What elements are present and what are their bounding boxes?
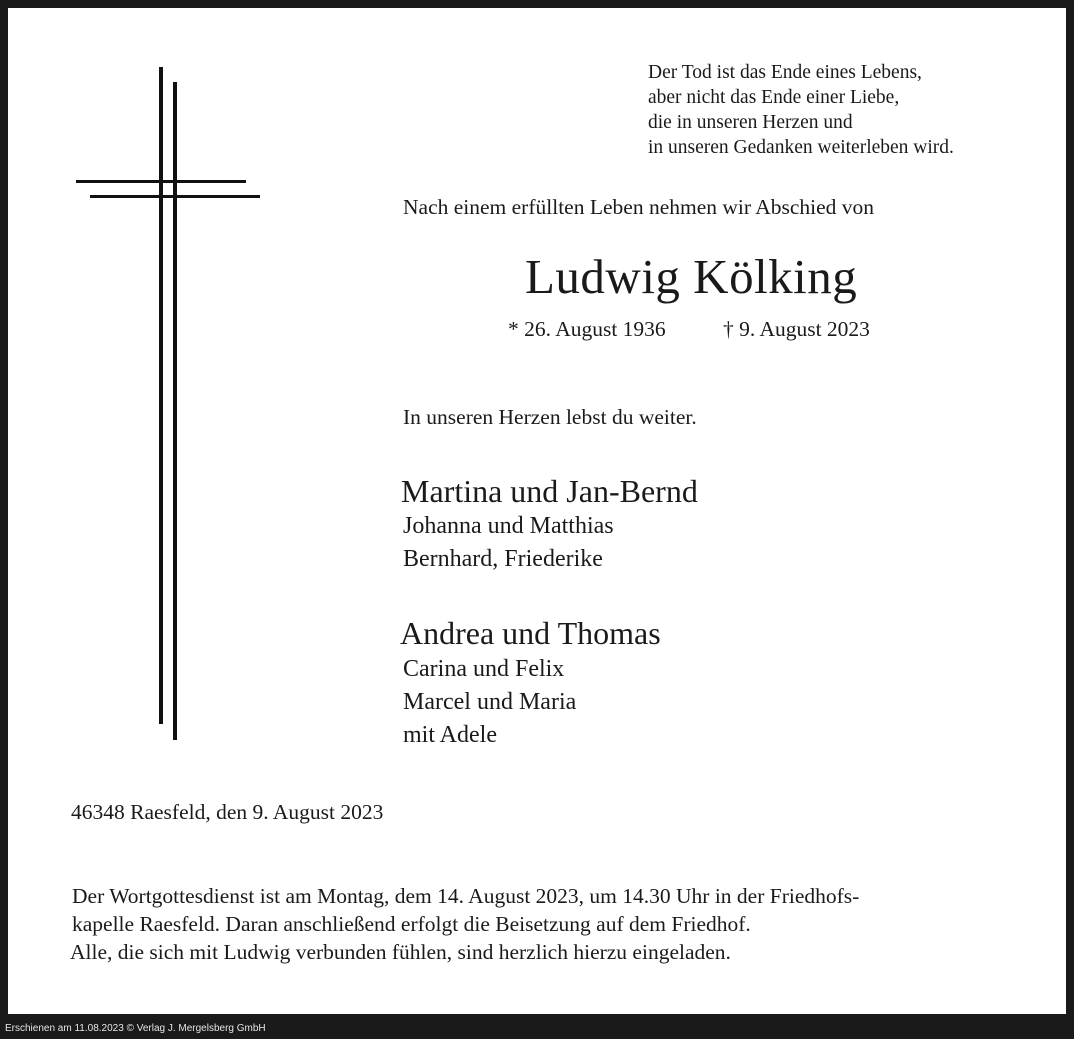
publication-footer: Erschienen am 11.08.2023 © Verlag J. Mergelsberg GmbH xyxy=(5,1023,266,1034)
quote-line: in unseren Gedanken weiterleben wird. xyxy=(648,137,954,158)
intro-text: Nach einem erfüllten Leben nehmen wir Abschied von xyxy=(403,195,875,219)
quote-line: Der Tod ist das Ende eines Lebens, xyxy=(648,62,922,83)
place-date: 46348 Raesfeld, den 9. August 2023 xyxy=(71,800,384,824)
quote-line: aber nicht das Ende einer Liebe, xyxy=(648,87,900,108)
family-head: Martina und Jan-Bernd xyxy=(401,473,698,509)
quote xyxy=(648,60,954,160)
birth-date: * 26. August 1936 xyxy=(508,317,666,341)
service-notice xyxy=(70,882,859,966)
service-line: kapelle Raesfeld. Daran anschließend erfolgt die Beisetzung auf dem Friedhof. xyxy=(72,912,751,936)
family-head: Andrea und Thomas xyxy=(400,615,661,651)
closing-line: In unseren Herzen lebst du weiter. xyxy=(403,405,697,429)
service-line: Alle, die sich mit Ludwig verbunden fühlen, sind herzlich hierzu eingeladen. xyxy=(70,940,731,964)
family-member: mit Adele xyxy=(403,722,497,748)
deceased-name: Ludwig Kölking xyxy=(525,249,858,304)
quote-line: die in unseren Herzen und xyxy=(648,112,853,133)
family-member: Bernhard, Friederike xyxy=(403,546,603,572)
service-line: Der Wortgottesdienst ist am Montag, dem 14. August 2023, um 14.30 Uhr in der Friedhofs- xyxy=(72,884,860,908)
family-member: Marcel und Maria xyxy=(403,689,577,715)
obituary-card xyxy=(8,8,1066,1014)
death-date: † 9. August 2023 xyxy=(723,317,870,341)
family-member: Carina und Felix xyxy=(403,656,565,682)
family-member: Johanna und Matthias xyxy=(403,513,614,539)
